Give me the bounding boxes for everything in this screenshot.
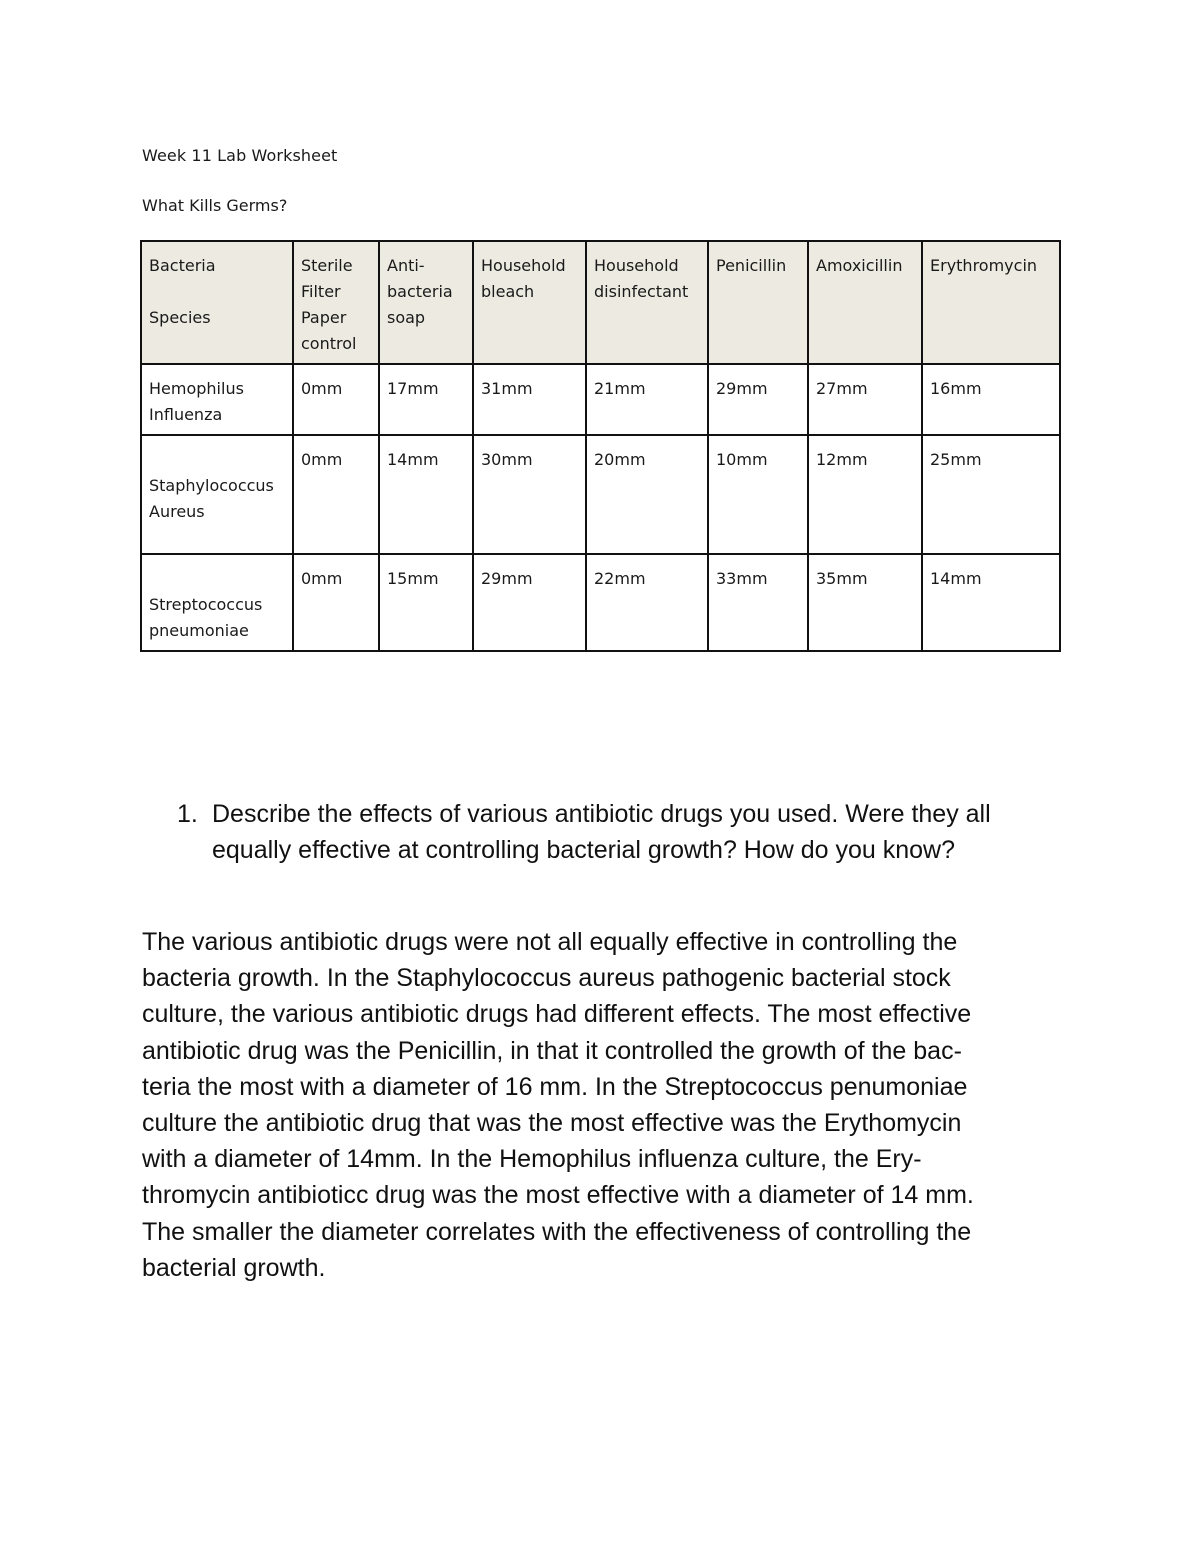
question-item xyxy=(177,796,1057,868)
column-header-control: Sterile Filter Paper control xyxy=(293,241,379,364)
table-cell: 0mm xyxy=(293,435,379,554)
table-cell: 16mm xyxy=(922,364,1060,435)
table-cell: 25mm xyxy=(922,435,1060,554)
answer-line: The smaller the diameter correlates with the effectiveness of controlling the xyxy=(142,1217,972,1246)
answer-line: culture, the various antibiotic drugs had different effects. The most effective xyxy=(142,1000,972,1029)
species-cell: Streptococcus pneumoniae xyxy=(141,554,293,651)
answer-line: thromycin antibioticc drug was the most effective with a diameter of 14 mm. xyxy=(142,1181,974,1210)
table-cell: 27mm xyxy=(808,364,922,435)
table-cell: 14mm xyxy=(379,435,473,554)
table-cell: 29mm xyxy=(473,554,586,651)
table-row xyxy=(141,364,1060,435)
table-cell: 12mm xyxy=(808,435,922,554)
column-header-erythromycin: Erythromycin xyxy=(922,241,1060,364)
column-header-penicillin: Penicillin xyxy=(708,241,808,364)
answer-line: bacterial growth. xyxy=(142,1253,326,1282)
table-cell: 30mm xyxy=(473,435,586,554)
table-cell: 0mm xyxy=(293,364,379,435)
table-row xyxy=(141,435,1060,554)
table-cell: 15mm xyxy=(379,554,473,651)
answer-line: culture the antibiotic drug that was the most effective was the Erythomycin xyxy=(142,1109,962,1138)
species-cell: Staphylococcus Aureus xyxy=(141,435,293,554)
table-row xyxy=(141,554,1060,651)
table-cell: 0mm xyxy=(293,554,379,651)
column-header-disinfectant: Household disinfectant xyxy=(586,241,708,364)
answer-line: with a diameter of 14mm. In the Hemophilus influenza culture, the Ery- xyxy=(142,1145,922,1174)
table-cell: 22mm xyxy=(586,554,708,651)
question-number: 1. xyxy=(177,800,198,828)
worksheet-title: Week 11 Lab Worksheet xyxy=(142,146,338,165)
answer-paragraph xyxy=(142,924,1057,1286)
answer-line: teria the most with a diameter of 16 mm. In the Streptococcus penumoniae xyxy=(142,1072,968,1101)
table-cell: 10mm xyxy=(708,435,808,554)
table-cell: 31mm xyxy=(473,364,586,435)
table-cell: 14mm xyxy=(922,554,1060,651)
answer-line: The various antibiotic drugs were not all equally effective in controlling the xyxy=(142,928,958,956)
table-cell: 17mm xyxy=(379,364,473,435)
table-cell: 20mm xyxy=(586,435,708,554)
table-cell: 33mm xyxy=(708,554,808,651)
column-header-soap: Anti- bacteria soap xyxy=(379,241,473,364)
table-cell: 29mm xyxy=(708,364,808,435)
answer-line: antibiotic drug was the Penicillin, in that it controlled the growth of the bac- xyxy=(142,1036,962,1065)
question-text: Describe the effects of various antibiotic drugs you used. Were they all equally effective at controlling bacterial growth? How do you know? xyxy=(212,800,991,864)
results-table xyxy=(140,240,1061,652)
table-cell: 21mm xyxy=(586,364,708,435)
worksheet-subtitle: What Kills Germs? xyxy=(142,196,288,215)
answer-line: bacteria growth. In the Staphylococcus aureus pathogenic bacterial stock xyxy=(142,964,951,993)
column-header-amoxicillin: Amoxicillin xyxy=(808,241,922,364)
table-header-row xyxy=(141,241,1060,364)
species-cell: Hemophilus Influenza xyxy=(141,364,293,435)
column-header-bleach: Household bleach xyxy=(473,241,586,364)
column-header-species: Bacteria Species xyxy=(141,241,293,364)
table-cell: 35mm xyxy=(808,554,922,651)
